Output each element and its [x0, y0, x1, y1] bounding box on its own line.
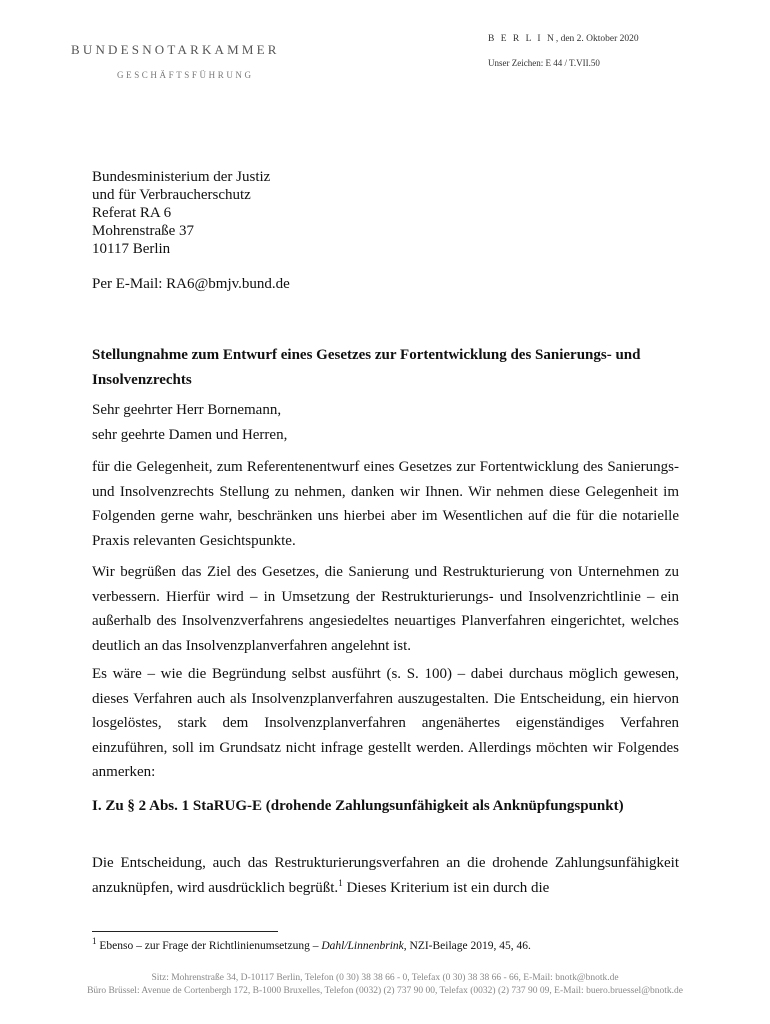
address-line: und für Verbraucherschutz — [92, 187, 251, 203]
footnote-divider — [92, 931, 278, 932]
footnote-text: , NZI-Beilage 2019, 45, 46. — [403, 940, 531, 952]
paragraph — [92, 851, 679, 900]
date-line — [488, 34, 639, 44]
paragraph-text: Dieses Kriterium ist ein durch die — [342, 879, 550, 896]
address-line: Mohrenstraße 37 — [92, 223, 195, 239]
address-line: Referat RA 6 — [92, 205, 172, 221]
footnote-number: 1 — [92, 936, 97, 947]
date-city: B E R L I N — [488, 34, 556, 44]
footer-address-brussels: Büro Brüssel: Avenue de Cortenbergh 172, B-1000 Bruxelles, Telefon (0032) (2) 737 90 00, Telefax (0032) (2) 737 90 09, E-Mail: buero.bruessel@bnotk.de — [87, 986, 683, 996]
address-line: 10117 Berlin — [92, 241, 171, 257]
section-heading: I. Zu § 2 Abs. 1 StaRUG-E (drohende Zahlungsunfähigkeit als Anknüpfungspunkt) — [92, 798, 624, 814]
paragraph: Wir begrüßen das Ziel des Gesetzes, die Sanierung und Restrukturierung von Unternehmen zu verbessern. Hierfür wird – in Umsetzung der Restrukturierungs- und Insolvenzrichtlinie – ein außerhalb des Insolvenzverfahrens angesiedeltes neuartiges Planverfahren eingerichtet, welches deutlich an das Insolvenzplanverfahren angelehnt ist. — [92, 564, 679, 654]
date-text: , den 2. Oktober 2020 — [555, 34, 639, 44]
subject-heading: Stellungnahme zum Entwurf eines Gesetzes zur Fortentwicklung des Sanierungs- und Insolvenzrechts — [92, 347, 641, 388]
footnote — [92, 936, 531, 952]
department-name: GESCHÄFTSFÜHRUNG — [117, 70, 254, 80]
email-line: Per E-Mail: RA6@bmjv.bund.de — [92, 276, 290, 292]
address-line: Bundesministerium der Justiz — [92, 169, 271, 185]
recipient-address — [92, 168, 270, 258]
footer-address-berlin: Sitz: Mohrenstraße 34, D-10117 Berlin, Telefon (0 30) 38 38 66 - 0, Telefax (0 30) 38 38 66 - 66, E-Mail: bnotk@bnotk.de — [151, 973, 619, 983]
organization-name: BUNDESNOTARKAMMER — [71, 42, 280, 57]
footnote-reference: 1 — [338, 877, 343, 888]
paragraph: für die Gelegenheit, zum Referentenentwurf eines Gesetzes zur Fortentwicklung des Sanierungs- und Insolvenzrechts Stellung zu nehmen, danken wir Ihnen. Wir nehmen diese Gelegenheit im Folgenden gerne wahr, beschränken uns hierbei aber im Wesentlichen auf die für die notarielle Praxis relevanten Gesichtspunkte. — [92, 459, 679, 549]
salutation-line: Sehr geehrter Herr Bornemann, — [92, 402, 282, 418]
footnote-authors: Dahl/Linnenbrink — [321, 940, 404, 952]
salutation — [92, 398, 679, 447]
salutation-line: sehr geehrte Damen und Herren, — [92, 426, 288, 443]
footnote-text: Ebenso – zur Frage der Richtlinienumsetzung – — [96, 940, 322, 952]
paragraph-text: Die Entscheidung, auch das Restrukturierungsverfahren an die drohende Zahlungsunfähigkeit anzuknüpfen, wird ausdrücklich begrüßt. — [92, 855, 679, 896]
paragraph: Es wäre – wie die Begründung selbst ausführt (s. S. 100) – dabei durchaus möglich gewesen, dieses Verfahren auch als Insolvenzplanverfahren auszugestalten. Die Entscheidung, ein hiervon losgelöstes, stark dem Insolvenzplanverfahren angenähertes eigenständiges Verfahren einzuführen, soll im Grundsatz nicht infrage gestellt werden. Allerdings möchten wir Folgendes anmerken: — [92, 666, 679, 780]
reference-number: Unser Zeichen: E 44 / T.VII.50 — [488, 58, 600, 68]
